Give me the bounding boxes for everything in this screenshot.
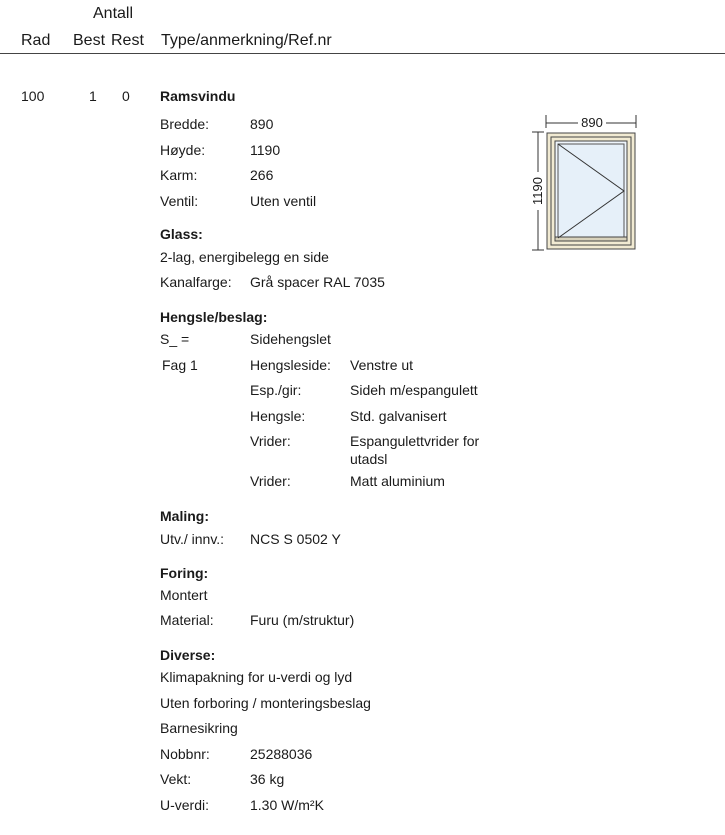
diverse-detail-value: 1.30 W/m²K <box>250 797 324 813</box>
header-rad: Rad <box>21 32 51 49</box>
hengsle-item-value: Std. galvanisert <box>350 408 447 424</box>
maling-value: NCS S 0502 Y <box>250 531 341 547</box>
row-rest: 0 <box>122 88 130 104</box>
spec-value: 890 <box>250 116 274 132</box>
hengsle-item-label: Hengsle: <box>250 408 306 424</box>
window-glass <box>558 144 624 238</box>
glass-line: 2-lag, energibelegg en side <box>160 249 329 265</box>
hengsle-item-label: Vrider: <box>250 433 291 449</box>
hengsle-item-value: Matt aluminium <box>350 473 445 489</box>
hengsle-item-value-cont: utadsl <box>350 451 388 467</box>
hengsle-item-value: Espangulettvrider for <box>350 433 480 449</box>
diverse-detail-label: U-verdi: <box>160 797 210 813</box>
diverse-detail-value: 25288036 <box>250 746 313 762</box>
diverse-line: Uten forboring / monteringsbeslag <box>160 695 371 711</box>
header-type: Type/anmerkning/Ref.nr <box>161 32 332 49</box>
diverse-detail-label: Nobbnr: <box>160 746 210 762</box>
maling-label: Utv./ innv.: <box>160 531 225 547</box>
spec-value: Uten ventil <box>250 193 317 209</box>
header-divider <box>0 53 725 54</box>
kanalfarge-label: Kanalfarge: <box>160 274 232 290</box>
diverse-detail-label: Vekt: <box>160 771 192 787</box>
glass-heading: Glass: <box>160 226 203 242</box>
window-sill <box>555 237 627 241</box>
diverse-line: Klimapakning for u-verdi og lyd <box>160 669 353 685</box>
hengsle-item-value: Sideh m/espangulett <box>350 382 478 398</box>
hengsle-item-value: Venstre ut <box>350 357 414 373</box>
diverse-heading: Diverse: <box>160 647 216 663</box>
fag-label: Fag 1 <box>162 357 198 373</box>
hengsle-item-label: Hengsleside: <box>250 357 331 373</box>
spec-label: Karm: <box>160 167 198 183</box>
maling-heading: Maling: <box>160 508 209 524</box>
header-best: Best <box>73 32 106 49</box>
diverse-line: Barnesikring <box>160 720 238 736</box>
foring-value: Furu (m/struktur) <box>250 612 355 628</box>
kanalfarge-value: Grå spacer RAL 7035 <box>250 274 385 290</box>
spec-value: 266 <box>250 167 274 183</box>
hengsle-heading: Hengsle/beslag: <box>160 309 268 325</box>
spec-value: 1190 <box>250 142 281 158</box>
foring-line: Montert <box>160 587 208 603</box>
foring-heading: Foring: <box>160 565 209 581</box>
row-rad: 100 <box>21 88 45 104</box>
width-label: 890 <box>581 115 603 130</box>
foring-label: Material: <box>160 612 214 628</box>
spec-label: Høyde: <box>160 142 206 158</box>
header-rest: Rest <box>111 32 144 49</box>
row-title: Ramsvindu <box>160 88 236 104</box>
row-best: 1 <box>89 88 97 104</box>
spec-label: Ventil: <box>160 193 199 209</box>
diverse-detail-value: 36 kg <box>250 771 285 787</box>
height-label: 1190 <box>530 177 545 205</box>
hengsle-s-value: Sidehengslet <box>250 331 331 347</box>
window-drawing <box>526 114 642 254</box>
hengsle-item-label: Esp./gir: <box>250 382 302 398</box>
hengsle-item-label: Vrider: <box>250 473 291 489</box>
spec-label: Bredde: <box>160 116 210 132</box>
hengsle-s-label: S_ = <box>160 331 190 347</box>
header-antall: Antall <box>93 5 134 22</box>
